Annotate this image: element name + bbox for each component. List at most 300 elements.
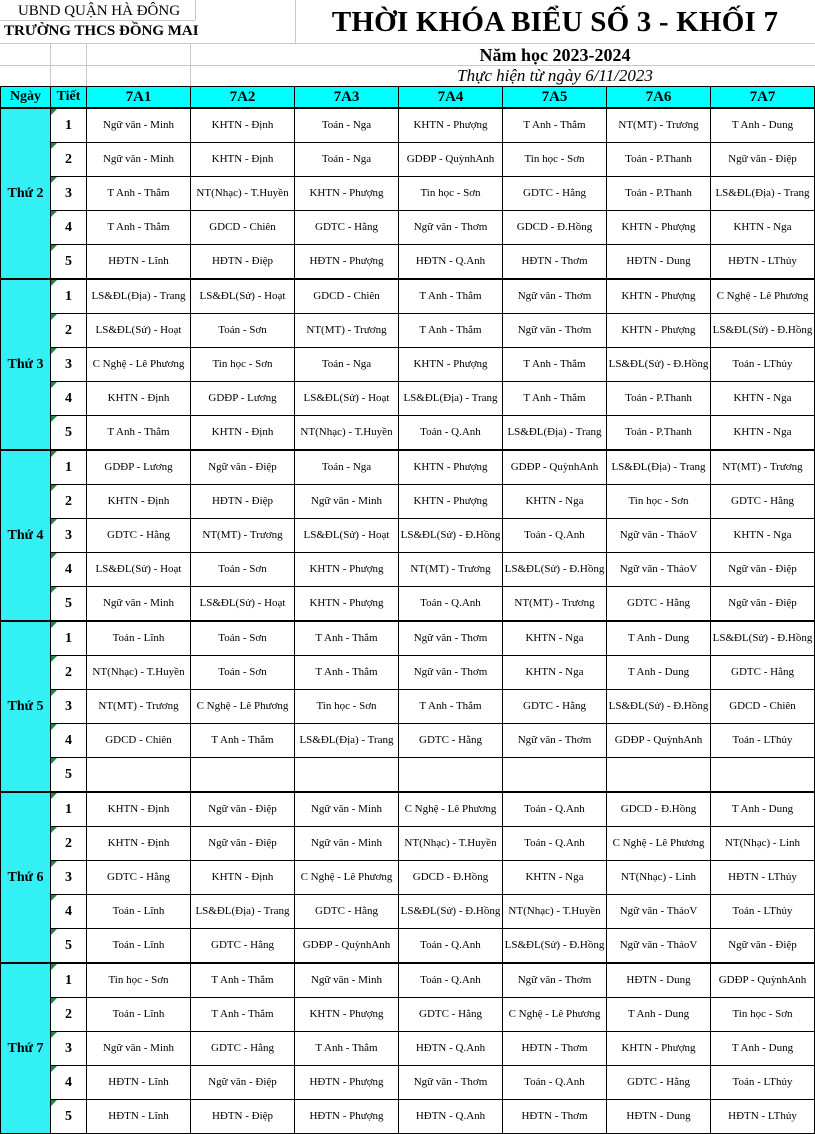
timetable-cell: T Anh - Dung [711, 792, 815, 827]
timetable-cell: KHTN - Định [191, 143, 295, 177]
timetable-cell: C Nghệ - Lê Phương [711, 279, 815, 314]
organization-name: UBND QUẬN HÀ ĐÔNG [17, 3, 181, 19]
timetable-cell: Toán - LThủy [711, 895, 815, 929]
timetable-cell: GDTC - Hằng [503, 690, 607, 724]
timetable-cell: KHTN - Định [87, 792, 191, 827]
timetable-cell [191, 758, 295, 793]
timetable-cell: KHTN - Nga [503, 861, 607, 895]
timetable-cell: LS&ĐL(Sử) - Hoạt [87, 314, 191, 348]
table-row [1, 792, 815, 827]
timetable-cell: Ngữ văn - Minh [87, 587, 191, 622]
timetable-cell: KHTN - Định [191, 108, 295, 143]
effective-date: Thực hiện từ ngày 6/11/2023 [457, 66, 653, 85]
timetable-cell: Toán - P.Thanh [607, 416, 711, 451]
timetable-cell: GDĐP - QuỳnhAnh [295, 929, 399, 964]
timetable-cell: Toán - Sơn [191, 314, 295, 348]
timetable-cell: T Anh - Thắm [295, 656, 399, 690]
timetable-cell: T Anh - Thắm [191, 724, 295, 758]
timetable-cell: GDTC - Hằng [607, 587, 711, 622]
table-row [1, 758, 815, 793]
timetable-cell: Ngữ văn - Thơm [503, 279, 607, 314]
timetable-cell: GDCD - Đ.Hồng [503, 211, 607, 245]
class-header-7a6: 7A6 [607, 87, 711, 109]
timetable-cell: KHTN - Định [191, 861, 295, 895]
timetable-cell [87, 758, 191, 793]
timetable-cell: NT(Nhạc) - T.Huyền [503, 895, 607, 929]
table-row [1, 827, 815, 861]
timetable-cell: Toán - P.Thanh [607, 177, 711, 211]
timetable-cell: HĐTN - Thơm [503, 245, 607, 280]
timetable-cell: Toán - Lĩnh [87, 621, 191, 656]
timetable-cell: C Nghệ - Lê Phương [295, 861, 399, 895]
timetable-cell: HĐTN - LThủy [711, 245, 815, 280]
timetable-cell: Ngữ văn - Minh [87, 108, 191, 143]
timetable-cell: GDTC - Hằng [607, 1066, 711, 1100]
timetable-cell: HĐTN - LThủy [711, 1100, 815, 1134]
table-row [1, 177, 815, 211]
timetable-body [1, 108, 815, 1134]
timetable-cell: C Nghệ - Lê Phương [607, 827, 711, 861]
period-number: 3 [51, 348, 87, 382]
day-column-header: Ngày [1, 87, 51, 109]
timetable-cell: Tin học - Sơn [295, 690, 399, 724]
timetable-cell: KHTN - Định [87, 382, 191, 416]
timetable-cell: LS&ĐL(Sử) - Đ.Hồng [503, 553, 607, 587]
timetable-cell: KHTN - Nga [711, 416, 815, 451]
timetable-cell: Ngữ văn - Thơm [399, 211, 503, 245]
grid-line [86, 43, 87, 87]
timetable-cell: C Nghệ - Lê Phương [399, 792, 503, 827]
timetable-cell: Tin học - Sơn [503, 143, 607, 177]
timetable-cell: Ngữ văn - ThảoV [607, 553, 711, 587]
table-row [1, 211, 815, 245]
timetable-cell: Toán - P.Thanh [607, 143, 711, 177]
timetable-cell: KHTN - Phượng [607, 279, 711, 314]
timetable-cell: Ngữ văn - Minh [295, 963, 399, 998]
timetable-cell: HĐTN - Dung [607, 245, 711, 280]
timetable-cell: Toán - LThủy [711, 1066, 815, 1100]
school-year: Năm học 2023-2024 [479, 45, 631, 65]
timetable-cell: Toán - Sơn [191, 656, 295, 690]
table-row [1, 519, 815, 553]
timetable-cell: GDCD - Đ.Hồng [607, 792, 711, 827]
table-row [1, 963, 815, 998]
timetable-cell: GDCD - Chiên [295, 279, 399, 314]
period-number: 1 [51, 621, 87, 656]
timetable-cell: HĐTN - Q.Anh [399, 1032, 503, 1066]
timetable-cell: GDTC - Hằng [87, 519, 191, 553]
period-number: 2 [51, 143, 87, 177]
table-row [1, 143, 815, 177]
timetable-cell: Tin học - Sơn [399, 177, 503, 211]
timetable-cell: T Anh - Thắm [87, 416, 191, 451]
timetable-cell: Toán - Q.Anh [503, 1066, 607, 1100]
timetable-cell [503, 758, 607, 793]
table-row [1, 690, 815, 724]
table-row [1, 621, 815, 656]
timetable-cell: T Anh - Thắm [191, 998, 295, 1032]
timetable [0, 86, 815, 1134]
timetable-cell: Toán - P.Thanh [607, 382, 711, 416]
timetable-cell: LS&ĐL(Sử) - Đ.Hồng [399, 519, 503, 553]
table-row [1, 245, 815, 280]
timetable-cell: LS&ĐL(Địa) - Trang [711, 177, 815, 211]
timetable-cell: T Anh - Thắm [87, 177, 191, 211]
table-row [1, 553, 815, 587]
timetable-cell: KHTN - Định [87, 827, 191, 861]
timetable-cell: GDCD - Chiên [87, 724, 191, 758]
timetable-cell: HĐTN - Điệp [191, 1100, 295, 1134]
timetable-cell: Tin học - Sơn [711, 998, 815, 1032]
timetable-cell [711, 758, 815, 793]
timetable-cell: Toán - Q.Anh [399, 963, 503, 998]
timetable-cell: LS&ĐL(Sử) - Đ.Hồng [711, 314, 815, 348]
timetable-cell: LS&ĐL(Sử) - Hoạt [191, 279, 295, 314]
timetable-cell: T Anh - Thắm [503, 348, 607, 382]
timetable-cell: Ngữ văn - Thơm [503, 963, 607, 998]
timetable-cell: Ngữ văn - Minh [87, 143, 191, 177]
timetable-cell: HĐTN - Dung [607, 1100, 711, 1134]
period-number: 5 [51, 758, 87, 793]
timetable-cell: LS&ĐL(Địa) - Trang [503, 416, 607, 451]
timetable-cell: Ngữ văn - ThảoV [607, 929, 711, 964]
document-title: THỜI KHÓA BIỂU SỐ 3 - KHỐI 7 [331, 6, 779, 38]
timetable-cell: GDTC - Hằng [711, 485, 815, 519]
class-header-7a4: 7A4 [399, 87, 503, 109]
table-row [1, 382, 815, 416]
timetable-cell: GDTC - Hằng [399, 724, 503, 758]
period-number: 4 [51, 382, 87, 416]
timetable-cell: C Nghệ - Lê Phương [503, 998, 607, 1032]
timetable-cell: LS&ĐL(Sử) - Đ.Hồng [399, 895, 503, 929]
timetable-cell: Tin học - Sơn [87, 963, 191, 998]
period-number: 2 [51, 827, 87, 861]
timetable-cell: KHTN - Phượng [399, 348, 503, 382]
period-number: 4 [51, 1066, 87, 1100]
timetable-cell: GDTC - Hằng [87, 861, 191, 895]
timetable-cell: GDĐP - QuỳnhAnh [399, 143, 503, 177]
table-row [1, 587, 815, 622]
timetable-cell: GDĐP - Lương [87, 450, 191, 485]
timetable-cell: GDTC - Hằng [503, 177, 607, 211]
timetable-cell: T Anh - Thắm [399, 314, 503, 348]
timetable-cell: Ngữ văn - Thơm [503, 314, 607, 348]
timetable-cell: Ngữ văn - ThảoV [607, 519, 711, 553]
table-row [1, 348, 815, 382]
timetable-cell: Toán - Q.Anh [399, 416, 503, 451]
timetable-cell: T Anh - Thắm [295, 1032, 399, 1066]
timetable-cell: NT(Nhạc) - Linh [607, 861, 711, 895]
timetable-cell [607, 758, 711, 793]
timetable-cell: LS&ĐL(Sử) - Hoạt [191, 587, 295, 622]
timetable-cell: Toán - Lĩnh [87, 895, 191, 929]
period-number: 5 [51, 416, 87, 451]
table-row [1, 1066, 815, 1100]
day-label: Thứ 5 [1, 621, 51, 792]
timetable-cell: HĐTN - Thơm [503, 1100, 607, 1134]
timetable-cell: GDTC - Hằng [711, 656, 815, 690]
timetable-cell: Ngữ văn - Điệp [191, 450, 295, 485]
timetable-cell: HĐTN - Dung [607, 963, 711, 998]
table-row [1, 1100, 815, 1134]
period-number: 5 [51, 1100, 87, 1134]
timetable-cell: HĐTN - LThủy [711, 861, 815, 895]
timetable-cell: HĐTN - Thơm [503, 1032, 607, 1066]
timetable-cell: Toán - Q.Anh [503, 519, 607, 553]
timetable-cell: HĐTN - Điệp [191, 485, 295, 519]
timetable-cell: KHTN - Nga [503, 656, 607, 690]
timetable-cell: HĐTN - Q.Anh [399, 1100, 503, 1134]
timetable-cell: Ngữ văn - Điệp [191, 827, 295, 861]
timetable-cell: Ngữ văn - Minh [295, 827, 399, 861]
timetable-cell: NT(MT) - Trương [295, 314, 399, 348]
timetable-cell: NT(MT) - Trương [399, 553, 503, 587]
timetable-cell: KHTN - Phượng [607, 314, 711, 348]
table-row [1, 724, 815, 758]
timetable-cell: HĐTN - Q.Anh [399, 245, 503, 280]
table-row [1, 108, 815, 143]
timetable-cell: T Anh - Dung [711, 1032, 815, 1066]
timetable-cell: LS&ĐL(Sử) - Đ.Hồng [607, 690, 711, 724]
timetable-cell: NT(Nhạc) - Linh [711, 827, 815, 861]
table-row [1, 485, 815, 519]
grid-line [295, 0, 296, 43]
period-number: 3 [51, 690, 87, 724]
timetable-cell: HĐTN - Phượng [295, 1100, 399, 1134]
timetable-cell: T Anh - Dung [711, 108, 815, 143]
timetable-cell: Toán - Q.Anh [399, 929, 503, 964]
timetable-cell: KHTN - Nga [711, 519, 815, 553]
timetable-cell: Ngữ văn - Thơm [399, 621, 503, 656]
timetable-cell: Toán - Q.Anh [399, 587, 503, 622]
timetable-cell: LS&ĐL(Sử) - Hoạt [295, 382, 399, 416]
period-number: 3 [51, 861, 87, 895]
period-number: 1 [51, 792, 87, 827]
class-header-7a3: 7A3 [295, 87, 399, 109]
timetable-cell: KHTN - Phượng [295, 553, 399, 587]
timetable-cell: Ngữ văn - ThảoV [607, 895, 711, 929]
timetable-cell: KHTN - Nga [503, 621, 607, 656]
document-header [0, 0, 815, 88]
period-number: 2 [51, 314, 87, 348]
timetable-cell: KHTN - Phượng [295, 587, 399, 622]
timetable-cell: GDTC - Hằng [191, 1032, 295, 1066]
timetable-cell: KHTN - Nga [711, 211, 815, 245]
timetable-cell: NT(MT) - Trương [87, 690, 191, 724]
timetable-cell: KHTN - Phượng [607, 211, 711, 245]
timetable-cell: HĐTN - Lĩnh [87, 1100, 191, 1134]
timetable-cell: Toán - Nga [295, 143, 399, 177]
timetable-cell: Ngữ văn - Thơm [503, 724, 607, 758]
timetable-cell: KHTN - Phượng [399, 450, 503, 485]
table-row [1, 998, 815, 1032]
timetable-cell: NT(MT) - Trương [607, 108, 711, 143]
period-number: 3 [51, 519, 87, 553]
timetable-cell [295, 758, 399, 793]
period-number: 5 [51, 929, 87, 964]
timetable-cell: LS&ĐL(Địa) - Trang [607, 450, 711, 485]
timetable-cell: HĐTN - Lĩnh [87, 245, 191, 280]
timetable-cell: Ngữ văn - Điệp [711, 553, 815, 587]
timetable-cell: KHTN - Nga [503, 485, 607, 519]
timetable-cell: T Anh - Thắm [503, 108, 607, 143]
period-number: 1 [51, 963, 87, 998]
day-label: Thứ 3 [1, 279, 51, 450]
timetable-cell: Toán - Sơn [191, 621, 295, 656]
day-label: Thứ 2 [1, 108, 51, 279]
timetable-cell: T Anh - Thắm [87, 211, 191, 245]
timetable-cell: KHTN - Phượng [295, 177, 399, 211]
timetable-cell: Toán - Sơn [191, 553, 295, 587]
timetable-cell: Ngữ văn - Thơm [399, 1066, 503, 1100]
timetable-cell: T Anh - Dung [607, 656, 711, 690]
table-row [1, 929, 815, 964]
timetable-cell: NT(MT) - Trương [503, 587, 607, 622]
table-row [1, 416, 815, 451]
timetable-cell: LS&ĐL(Sử) - Đ.Hồng [503, 929, 607, 964]
period-number: 5 [51, 245, 87, 280]
table-row [1, 656, 815, 690]
school-name: TRƯỜNG THCS ĐỒNG MAI [4, 23, 199, 39]
table-row [1, 314, 815, 348]
timetable-cell: Ngữ văn - Minh [87, 1032, 191, 1066]
table-row [1, 279, 815, 314]
table-row [1, 450, 815, 485]
class-header-7a1: 7A1 [87, 87, 191, 109]
timetable-cell: GDCD - Chiên [711, 690, 815, 724]
timetable-cell: Ngữ văn - Điệp [711, 929, 815, 964]
period-number: 4 [51, 553, 87, 587]
grid-line [190, 43, 191, 87]
timetable-cell: Toán - Lĩnh [87, 929, 191, 964]
timetable-cell: NT(Nhạc) - T.Huyền [87, 656, 191, 690]
timetable-cell: Toán - Q.Anh [503, 792, 607, 827]
timetable-cell: KHTN - Phượng [607, 1032, 711, 1066]
timetable-cell: Ngữ văn - Điệp [711, 143, 815, 177]
timetable-cell: NT(Nhạc) - T.Huyền [399, 827, 503, 861]
timetable-cell: GDĐP - QuỳnhAnh [503, 450, 607, 485]
timetable-cell: T Anh - Dung [607, 998, 711, 1032]
day-label: Thứ 4 [1, 450, 51, 621]
period-number: 4 [51, 211, 87, 245]
timetable-cell: GDCD - Chiên [191, 211, 295, 245]
timetable-cell: Toán - Nga [295, 348, 399, 382]
timetable-cell: T Anh - Thắm [399, 279, 503, 314]
period-number: 4 [51, 895, 87, 929]
timetable-cell: LS&ĐL(Địa) - Trang [191, 895, 295, 929]
timetable-cell: KHTN - Phượng [399, 485, 503, 519]
timetable-cell: T Anh - Thắm [503, 382, 607, 416]
timetable-cell: KHTN - Định [191, 416, 295, 451]
period-number: 2 [51, 656, 87, 690]
timetable-cell: Toán - Nga [295, 108, 399, 143]
timetable-cell: HĐTN - Phượng [295, 245, 399, 280]
timetable-cell: LS&ĐL(Địa) - Trang [87, 279, 191, 314]
timetable-cell: Toán - Q.Anh [503, 827, 607, 861]
timetable-cell: NT(MT) - Trương [711, 450, 815, 485]
period-number: 2 [51, 485, 87, 519]
period-column-header: Tiết [51, 87, 87, 109]
class-header-7a7: 7A7 [711, 87, 815, 109]
timetable-cell: NT(Nhạc) - T.Huyền [295, 416, 399, 451]
timetable-cell: LS&ĐL(Sử) - Đ.Hồng [711, 621, 815, 656]
timetable-cell: NT(MT) - Trương [191, 519, 295, 553]
timetable-cell: Toán - Nga [295, 450, 399, 485]
period-number: 2 [51, 998, 87, 1032]
timetable-cell: T Anh - Thắm [399, 690, 503, 724]
timetable-cell: HĐTN - Lĩnh [87, 1066, 191, 1100]
period-number: 1 [51, 108, 87, 143]
period-number: 1 [51, 450, 87, 485]
timetable-cell: T Anh - Thắm [295, 621, 399, 656]
timetable-cell: KHTN - Phượng [399, 108, 503, 143]
timetable-cell: LS&ĐL(Địa) - Trang [295, 724, 399, 758]
timetable-cell: T Anh - Thắm [191, 963, 295, 998]
timetable-cell: Toán - LThủy [711, 348, 815, 382]
timetable-cell: T Anh - Dung [607, 621, 711, 656]
timetable-cell: KHTN - Phượng [295, 998, 399, 1032]
day-label: Thứ 7 [1, 963, 51, 1134]
timetable-cell: GDTC - Hằng [399, 998, 503, 1032]
timetable-cell: Tin học - Sơn [191, 348, 295, 382]
timetable-cell: KHTN - Nga [711, 382, 815, 416]
period-number: 1 [51, 279, 87, 314]
timetable-cell: Ngữ văn - Điệp [191, 792, 295, 827]
timetable-cell: Ngữ văn - Minh [295, 792, 399, 827]
timetable-cell: Toán - LThủy [711, 724, 815, 758]
timetable-cell: C Nghệ - Lê Phương [191, 690, 295, 724]
timetable-cell: LS&ĐL(Địa) - Trang [399, 382, 503, 416]
timetable-cell: Ngữ văn - Điệp [711, 587, 815, 622]
timetable-cell: Ngữ văn - Minh [295, 485, 399, 519]
timetable-cell: GDTC - Hằng [191, 929, 295, 964]
timetable-cell: GDTC - Hằng [295, 211, 399, 245]
timetable-cell: GDTC - Hằng [295, 895, 399, 929]
period-number: 4 [51, 724, 87, 758]
grid-line [195, 0, 196, 20]
timetable-cell: Tin học - Sơn [607, 485, 711, 519]
timetable-cell: LS&ĐL(Sử) - Hoạt [87, 553, 191, 587]
grid-line [0, 20, 195, 21]
timetable-cell: GDĐP - Lương [191, 382, 295, 416]
table-row [1, 861, 815, 895]
grid-line [50, 43, 51, 87]
class-header-7a2: 7A2 [191, 87, 295, 109]
timetable-cell: LS&ĐL(Sử) - Hoạt [295, 519, 399, 553]
timetable-cell: HĐTN - Điệp [191, 245, 295, 280]
period-number: 5 [51, 587, 87, 622]
timetable-cell: GDCD - Đ.Hồng [399, 861, 503, 895]
day-label: Thứ 6 [1, 792, 51, 963]
timetable-cell: Ngữ văn - Thơm [399, 656, 503, 690]
period-number: 3 [51, 177, 87, 211]
timetable-cell: KHTN - Định [87, 485, 191, 519]
table-row [1, 895, 815, 929]
timetable-cell: C Nghệ - Lê Phương [87, 348, 191, 382]
class-header-7a5: 7A5 [503, 87, 607, 109]
timetable-cell: Toán - Lĩnh [87, 998, 191, 1032]
timetable-header-row [1, 87, 815, 109]
table-row [1, 1032, 815, 1066]
period-number: 3 [51, 1032, 87, 1066]
timetable-cell: NT(Nhạc) - T.Huyền [191, 177, 295, 211]
timetable-cell: HĐTN - Phượng [295, 1066, 399, 1100]
timetable-cell: GDĐP - QuỳnhAnh [711, 963, 815, 998]
timetable-cell: LS&ĐL(Sử) - Đ.Hồng [607, 348, 711, 382]
timetable-cell: GDĐP - QuỳnhAnh [607, 724, 711, 758]
timetable-cell: Ngữ văn - Điệp [191, 1066, 295, 1100]
timetable-cell [399, 758, 503, 793]
